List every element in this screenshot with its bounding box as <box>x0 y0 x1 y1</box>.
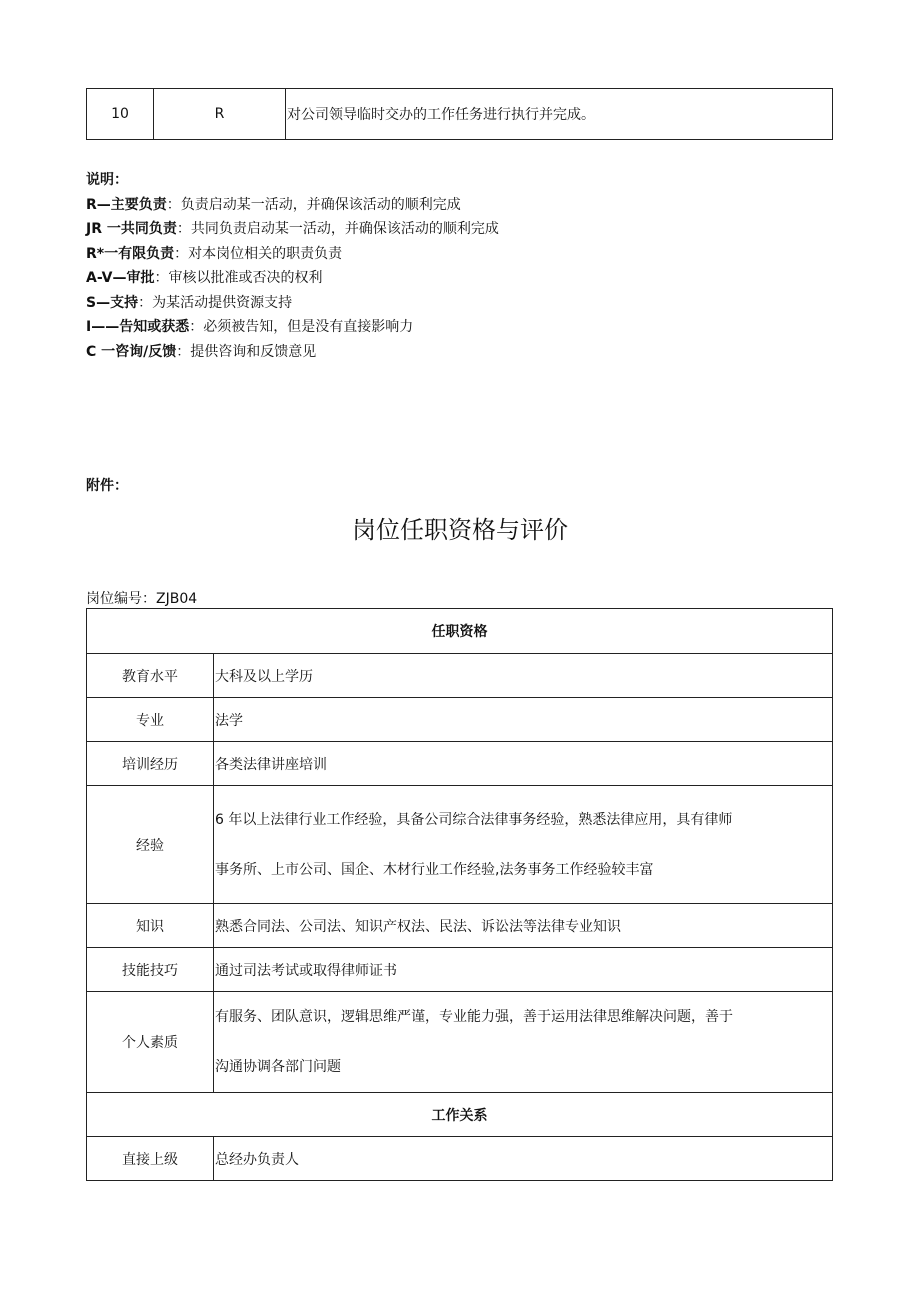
task-role: R <box>154 89 286 140</box>
legend-item <box>86 291 499 316</box>
row-value <box>214 992 833 1093</box>
legend-text: ：为某活动提供资源支持 <box>138 294 293 311</box>
legend-text: ：共同负责启动某一活动，并确保该活动的顺利完成 <box>176 221 499 237</box>
table-row <box>87 904 833 948</box>
row-value: 法学 <box>214 698 833 742</box>
qualification-table <box>86 608 833 1181</box>
legend-text: ：审核以批准或否决的权利 <box>154 270 323 286</box>
table-row <box>87 654 833 698</box>
task-number: 10 <box>87 89 154 140</box>
legend-key: JR 一共同负责 <box>86 221 177 237</box>
legend-key: S—支持 <box>86 294 139 311</box>
table-row <box>87 948 833 992</box>
task-description: 对公司领导临时交办的工作任务进行执行并完成。 <box>286 89 833 140</box>
table-row <box>87 1137 833 1181</box>
attachment-label: 附件： <box>86 478 128 494</box>
table-row <box>87 742 833 786</box>
legend-key: C 一咨询/反馈 <box>86 343 177 360</box>
row-label: 培训经历 <box>87 742 214 786</box>
row-value: 通过司法考试或取得律师证书 <box>214 948 833 992</box>
legend-item <box>86 315 499 340</box>
section-header-row <box>87 1093 833 1137</box>
row-value-line: 6 年以上法律行业工作经验，具备公司综合法律事务经验，熟悉法律应用，具有律师 <box>215 811 733 828</box>
row-value: 各类法律讲座培训 <box>214 742 833 786</box>
table-row <box>87 698 833 742</box>
row-label: 教育水平 <box>87 654 214 698</box>
row-label: 技能技巧 <box>87 948 214 992</box>
legend-heading: 说明： <box>86 172 128 188</box>
legend-item <box>86 340 499 365</box>
table-row <box>87 786 833 904</box>
section-title-work-relations: 工作关系 <box>87 1093 833 1137</box>
legend-key: R—主要负责 <box>86 196 167 213</box>
section-header-row <box>87 609 833 654</box>
legend-item <box>86 217 499 242</box>
row-label: 专业 <box>87 698 214 742</box>
legend-text: ：负责启动某一活动，并确保该活动的顺利完成 <box>166 196 461 213</box>
table-row <box>87 992 833 1093</box>
row-label: 个人素质 <box>87 992 214 1093</box>
legend-text: ：对本岗位相关的职责负责 <box>174 245 343 262</box>
row-label: 直接上级 <box>87 1137 214 1181</box>
legend-item <box>86 242 499 267</box>
legend <box>86 168 499 364</box>
post-code: 岗位编号：ZJB04 <box>86 591 198 607</box>
row-value-line: 有服务、团队意识，逻辑思维严谨，专业能力强，善于运用法律思维解决问题，善于 <box>215 1009 733 1025</box>
row-value: 总经办负责人 <box>214 1137 833 1181</box>
row-label: 知识 <box>87 904 214 948</box>
legend-key: R*一有限负责 <box>86 245 175 262</box>
row-value: 大科及以上学历 <box>214 654 833 698</box>
section-title-qualification: 任职资格 <box>87 609 833 654</box>
legend-item <box>86 193 499 218</box>
page-title: 岗位任职资格与评价 <box>352 516 568 544</box>
responsibility-table <box>86 88 833 140</box>
row-value: 熟悉合同法、公司法、知识产权法、民法、诉讼法等法律专业知识 <box>214 904 833 948</box>
legend-key: I——告知或获悉 <box>86 319 190 335</box>
legend-text: ：必须被告知，但是没有直接影响力 <box>189 319 414 335</box>
legend-key: A-V—审批 <box>86 270 155 286</box>
legend-text: ：提供咨询和反馈意见 <box>176 343 317 360</box>
table-row <box>87 89 833 140</box>
row-label: 经验 <box>87 786 214 904</box>
row-value-line: 沟通协调各部门问题 <box>215 1059 341 1075</box>
legend-item <box>86 266 499 291</box>
row-value-line: 事务所、上市公司、国企、木材行业工作经验,法务事务工作经验较丰富 <box>215 861 654 878</box>
row-value <box>214 786 833 904</box>
